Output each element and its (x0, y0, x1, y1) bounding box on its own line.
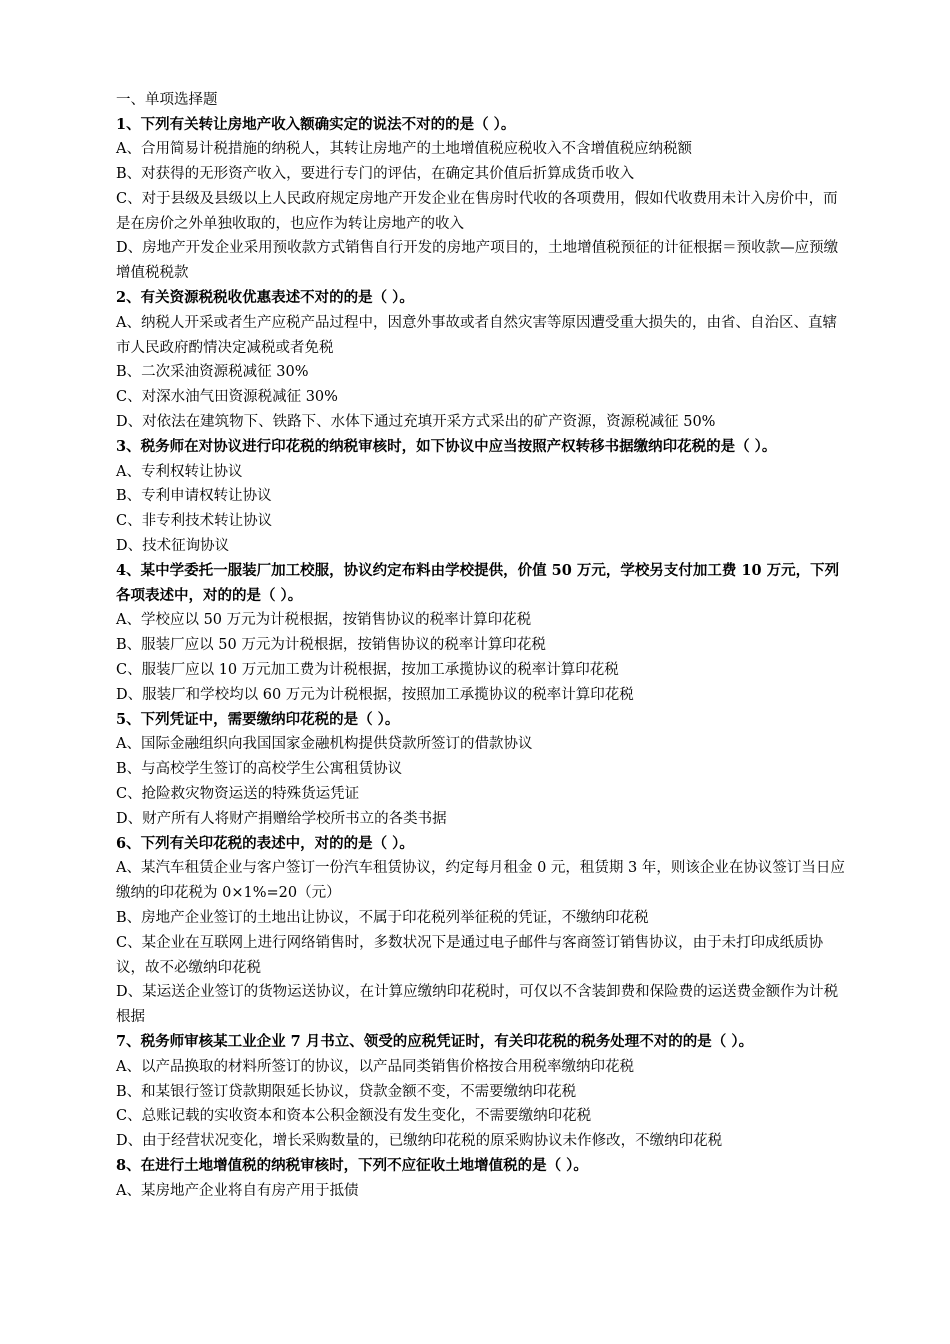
option-a: A、合用简易计税措施的纳税人，其转让房地产的土地增值税应税收入不含增值税应纳税额 (116, 141, 692, 158)
question-stem: 6、下列有关印花税的表述中，对的的是（ ）。 (116, 834, 414, 852)
option-d: D、技术征询协议 (116, 538, 230, 555)
exam-content (116, 88, 846, 1204)
section-title: 一、单项选择题 (116, 92, 218, 108)
option-c: C、对深水油气田资源税减征 30% (116, 389, 338, 406)
option-b: B、专利申请权转让协议 (116, 488, 272, 505)
option-c: C、非专利技术转让协议 (116, 513, 273, 530)
question-6 (116, 832, 846, 1030)
option-c: C、服装厂应以 10 万元加工费为计税根据，按加工承揽协议的税率计算印花税 (116, 662, 619, 679)
option-b: B、对获得的无形资产收入，要进行专门的评估，在确定其价值后折算成货币收入 (116, 166, 635, 183)
question-stem: 2、有关资源税税收优惠表述不对的的是（ ）。 (116, 289, 414, 307)
question-2 (116, 286, 846, 435)
question-stem: 8、在进行土地增值税的纳税审核时，下列不应征收土地增值税的是（ ）。 (116, 1156, 588, 1174)
question-stem: 1、下列有关转让房地产收入额确实定的说法不对的的是（ ）。 (116, 115, 516, 133)
question-stem: 3、税务师在对协议进行印花税的纳税审核时，如下协议中应当按照产权转移书据缴纳印花税的是（ ）。 (116, 437, 777, 455)
option-d: D、房地产开发企业采用预收款方式销售自行开发的房地产项目的，土地增值税预征的计征根据＝预收款—应预缴增值税税款 (116, 240, 839, 282)
option-b: B、和某银行签订贷款期限延长协议，贷款金额不变，不需要缴纳印花税 (116, 1083, 577, 1100)
option-b: B、房地产企业签订的土地出让协议，不属于印花税列举征税的凭证，不缴纳印花税 (116, 910, 649, 926)
option-d: D、由于经营状况变化，增长采购数量的，已缴纳印花税的原采购协议未作修改，不缴纳印花税 (116, 1133, 723, 1150)
question-8 (116, 1154, 846, 1204)
option-b: B、与高校学生签订的高校学生公寓租赁协议 (116, 761, 403, 778)
option-a: A、以产品换取的材料所签订的协议，以产品同类销售价格按合用税率缴纳印花税 (116, 1058, 634, 1075)
question-3 (116, 435, 846, 559)
question-4 (116, 559, 846, 708)
option-d: D、财产所有人将财产捐赠给学校所书立的各类书据 (116, 810, 447, 827)
option-a: A、某房地产企业将自有房产用于抵债 (116, 1182, 359, 1199)
question-stem: 7、税务师审核某工业企业 7 月书立、领受的应税凭证时，有关印花税的税务处理不对的的是（ ）。 (116, 1032, 754, 1050)
option-c: C、对于县级及县级以上人民政府规定房地产开发企业在售房时代收的各项费用，假如代收费用未计入房价中，而是在房价之外单独收取的，也应作为转让房地产的收入 (116, 190, 838, 232)
option-c: C、抢险救灾物资运送的特殊货运凭证 (116, 786, 360, 803)
option-a: A、专利权转让协议 (116, 463, 243, 480)
option-a: A、学校应以 50 万元为计税根据，按销售协议的税率计算印花税 (116, 612, 532, 629)
question-1 (116, 113, 846, 287)
question-stem: 4、某中学委托一服装厂加工校服，协议约定布料由学校提供，价值 50 万元，学校另支付加工费 10 万元，下列各项表述中，对的的是（ ）。 (116, 561, 840, 604)
option-c: C、总账记载的实收资本和资本公积金额没有发生变化，不需要缴纳印花税 (116, 1108, 592, 1125)
option-d: D、对依法在建筑物下、铁路下、水体下通过充填开采方式采出的矿产资源，资源税减征 50% (116, 414, 716, 431)
option-d: D、服装厂和学校均以 60 万元为计税根据，按照加工承揽协议的税率计算印花税 (116, 686, 634, 703)
option-a: A、国际金融组织向我国国家金融机构提供贷款所签订的借款协议 (116, 736, 533, 753)
question-stem: 5、下列凭证中，需要缴纳印花税的是（ ）。 (116, 710, 400, 728)
option-d: D、某运送企业签订的货物运送协议，在计算应缴纳印花税时，可仅以不含装卸费和保险费的运送费金额作为计税根据 (116, 984, 839, 1026)
question-5 (116, 708, 846, 832)
option-b: B、二次采油资源税减征 30% (116, 364, 309, 381)
option-b: B、服装厂应以 50 万元为计税根据，按销售协议的税率计算印花税 (116, 637, 546, 654)
option-c: C、某企业在互联网上进行网络销售时，多数状况下是通过电子邮件与客商签订销售协议，由于未打印成纸质协议，故不必缴纳印花税 (116, 934, 824, 976)
option-a: A、纳税人开采或者生产应税产品过程中，因意外事故或者自然灾害等原因遭受重大损失的，由省、自治区、直辖市人民政府酌情决定减税或者免税 (116, 314, 837, 356)
option-a: A、某汽车租赁企业与客户签订一份汽车租赁协议，约定每月租金 0 元，租赁期 3 年，则该企业在协议签订当日应缴纳的印花税为 0×1%=20（元） (116, 860, 845, 902)
question-7 (116, 1030, 846, 1154)
